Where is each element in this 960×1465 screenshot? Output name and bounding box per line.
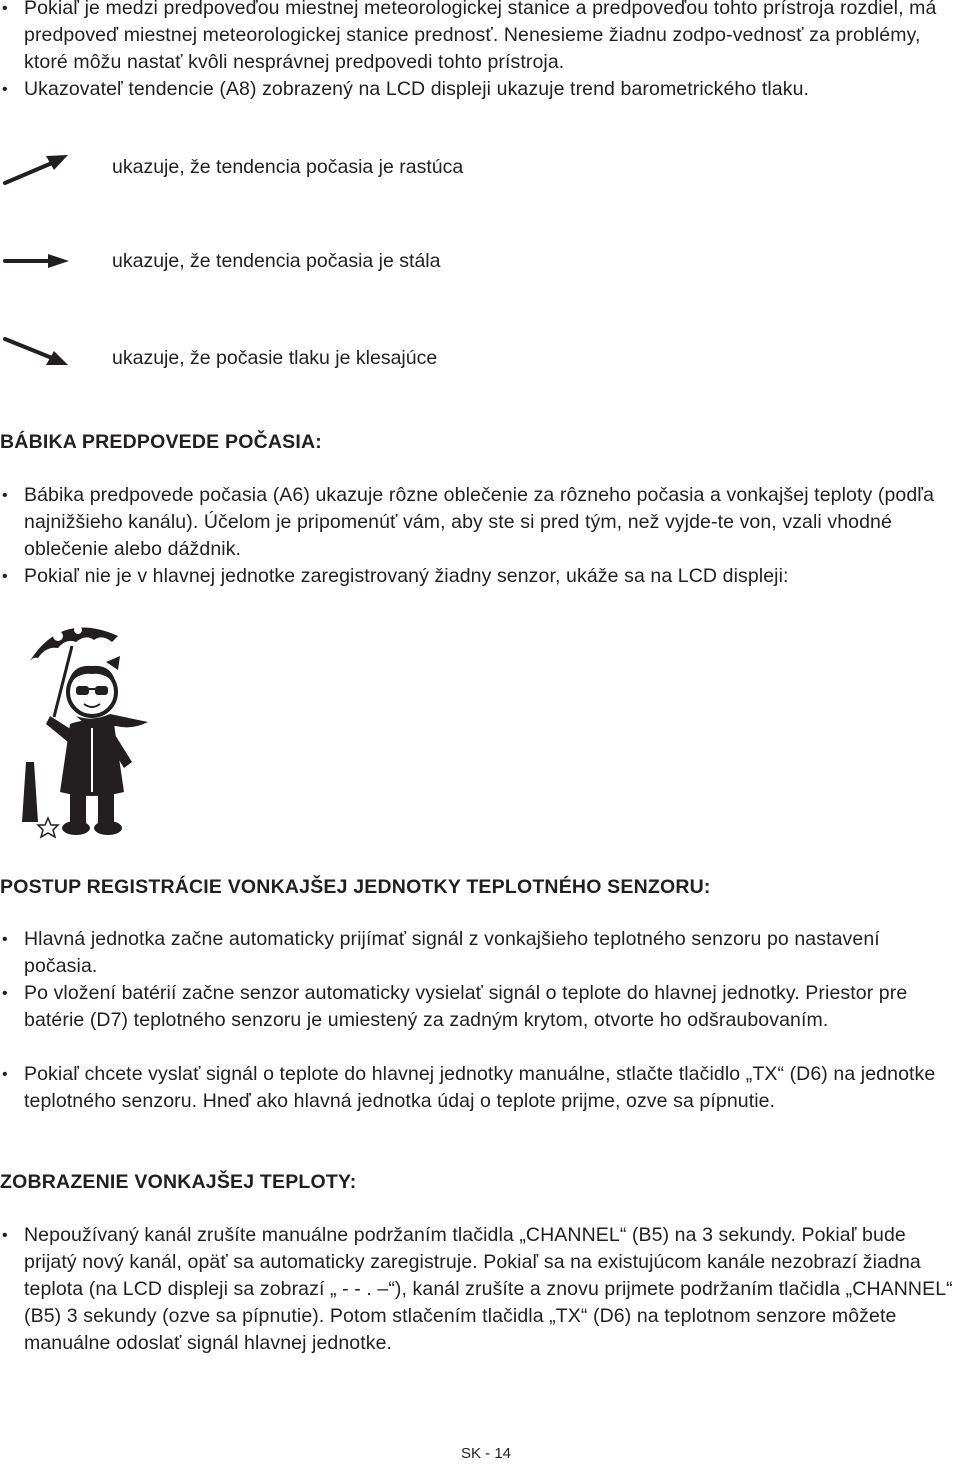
arrow-down-right-icon: [2, 334, 70, 370]
page-footer: [0, 1444, 960, 1464]
outdoor-temp-paragraph-1: Nepoužívaný kanál zrušíte manuálne podržaním tlačidla „CHANNEL“ (B5) na 3 sekundy. Pokiaľ bude prijatý nový kanál, opäť sa automaticky zaregistruje. Pokiaľ sa na existujúcom kanále nezobrazí žiadna teplota (na LCD displeji sa zobrazí „ - - . –“), kanál zrušíte a znovu prijmete podržaním tlačidla „CHANNEL“ (B5) 3 sekundy (ozve sa pípnutie). Potom stlačením tlačidla „TX“ (D6) na teplotnom senzore môžete manuálne odoslať signál hlavnej jednotke.: [24, 1224, 953, 1354]
trend-steady-text: ukazuje, že tendencia počasia je stála: [112, 250, 441, 272]
section-heading-outdoor-temp: ZOBRAZENIE VONKAJŠEJ TEPLOTY:: [0, 1171, 357, 1193]
bullet-dot: •: [2, 985, 8, 1002]
bullet-dot: •: [2, 487, 8, 504]
registration-paragraph-1: Hlavná jednotka začne automaticky prijímať signál z vonkajšieho teplotného senzoru po nastavení počasia.: [24, 928, 880, 977]
section-heading-doll: BÁBIKA PREDPOVEDE POČASIA:: [0, 431, 322, 453]
intro-paragraph-2: Ukazovateľ tendencie (A8) zobrazený na LCD displeji ukazuje trend barometrického tlaku.: [24, 78, 810, 100]
doll-paragraph-1: Bábika predpovede počasia (A6) ukazuje rôzne oblečenie za rôzneho počasia a vonkajšej teploty (podľa najnižšieho kanálu). Účelom je pripomenúť vám, aby ste si pred tým, než vyjde-te von, vzali vhodné oblečenie alebo dáždnik.: [24, 484, 935, 560]
bullet-dot: •: [2, 568, 8, 585]
section-heading-registration: POSTUP REGISTRÁCIE VONKAJŠEJ JEDNOTKY TEPLOTNÉHO SENZORU:: [0, 876, 711, 898]
bullet-dot: •: [2, 81, 8, 98]
arrow-up-right-icon: [2, 150, 70, 190]
bullet-dot: •: [2, 0, 8, 17]
bullet-dot: •: [2, 1227, 8, 1244]
trend-falling-text: ukazuje, že počasie tlaku je klesajúce: [112, 347, 438, 369]
page-number: SK - 14: [460, 1445, 512, 1462]
intro-paragraph-1: Pokiaľ je medzi predpoveďou miestnej meteorologickej stanice a predpoveďou tohto prístroja rozdiel, má predpoveď miestnej meteorologickej stanice prednosť. Nenesieme žiadnu zodpo-vednosť za problémy, ktoré môžu nastať kvôli nesprávnej predpovedi tohto prístroja.: [24, 0, 937, 73]
trend-rising-text: ukazuje, že tendencia počasia je rastúca: [112, 156, 464, 178]
doll-paragraph-2: Pokiaľ nie je v hlavnej jednotke zaregistrovaný žiadny senzor, ukáže sa na LCD displeji:: [24, 565, 789, 587]
arrow-right-icon: [2, 250, 70, 272]
bullet-dot: •: [2, 1066, 8, 1083]
weather-doll-umbrella-icon: [20, 612, 160, 842]
registration-paragraph-3: Pokiaľ chcete vyslať signál o teplote do hlavnej jednotky manuálne, stlačte tlačidlo „TX“ (D6) na jednotke teplotného senzoru. Hneď ako hlavná jednotka údaj o teplote prijme, ozve sa pípnutie.: [24, 1063, 936, 1112]
registration-paragraph-2: Po vložení batérií začne senzor automaticky vysielať signál o teplote do hlavnej jednotky. Priestor pre batérie (D7) teplotného senzoru je umiestený za zadným krytom, otvorte ho odšraubovaním.: [24, 982, 908, 1031]
bullet-dot: •: [2, 931, 8, 948]
